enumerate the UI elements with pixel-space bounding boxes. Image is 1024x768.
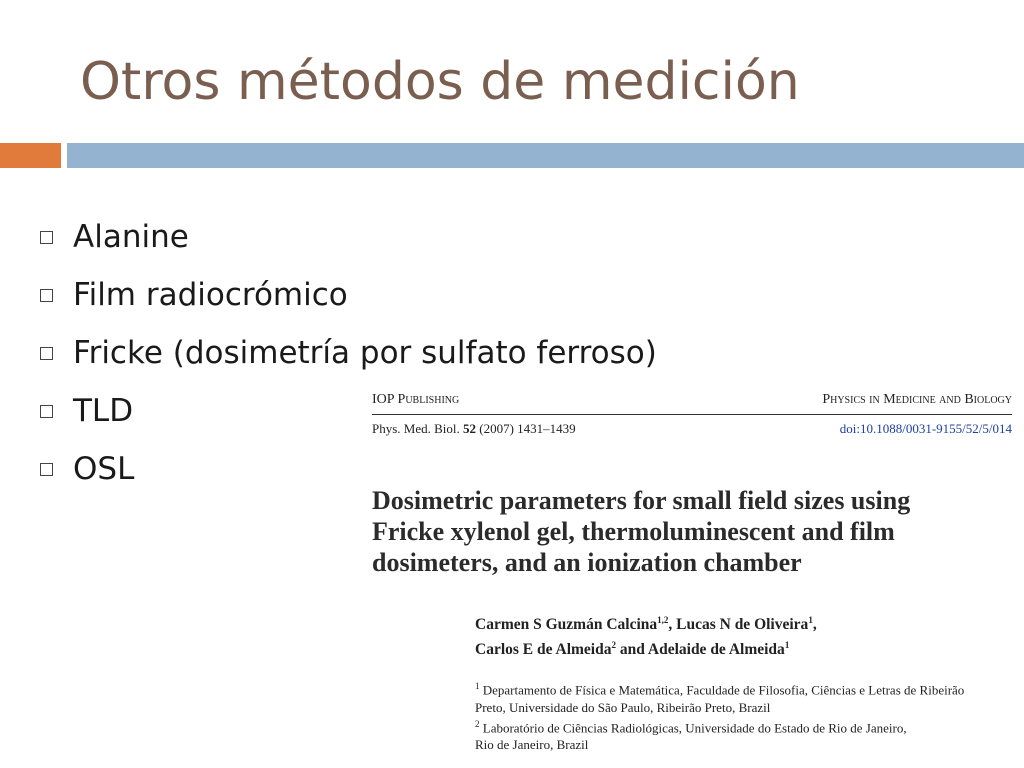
author-affil-sup: 1 [784,640,790,651]
author-name: Carmen S Guzmán Calcina [475,616,658,634]
author-name: Carlos E de Almeida [475,641,612,659]
author-affil-sup: 1,2 [657,615,669,625]
square-bullet-icon [40,289,53,302]
paper-title [372,485,1012,578]
list-item [40,266,657,324]
header-rule [372,414,1012,415]
author-affil-sup: 2 [611,640,616,651]
square-bullet-icon [40,231,53,244]
citation-row [372,421,1012,437]
affiliation-line [475,716,1012,736]
authors-line [475,635,1012,660]
author-name: , Lucas N de Oliveira [668,616,809,634]
affiliation-num: 2 [475,718,480,729]
paper-title-line: Dosimetric parameters for small field sizes using [372,486,911,515]
author-name: and Adelaide de Almeida [616,641,785,659]
list-item [40,324,657,382]
bullet-text: Fricke (dosimetría por sulfato ferroso) [73,335,657,371]
journal-name: Physics in Medicine and Biology [822,392,1012,407]
paper-header [372,392,1012,408]
affiliation-text: Preto, Universidade do São Paulo, Ribeirão Preto, Brazil [475,699,771,715]
square-bullet-icon [40,347,53,360]
doi-link[interactable]: doi:10.1088/0031-9155/52/5/014 [839,421,1012,436]
authors-line [475,610,1012,635]
square-bullet-icon [40,405,53,418]
author-separator: , [812,616,817,634]
affiliation-text: Laboratório de Ciências Radiológicas, Universidade do Estado de Rio de Janeiro, [479,719,907,735]
list-item [40,208,657,266]
slide-title: Otros métodos de medición [80,52,800,112]
citation-pages: (2007) 1431–1439 [476,421,576,436]
citation-volume: 52 [463,421,477,436]
accent-bar-blue [67,143,1024,168]
accent-bar-orange [0,143,61,168]
paper-title-line: Fricke xylenol gel, thermoluminescent and film [372,517,895,546]
paper-excerpt-image [372,392,1012,768]
publisher-name: IOP Publishing [372,392,460,407]
affiliation-text: Rio de Janeiro, Brazil [475,736,589,752]
square-bullet-icon [40,463,53,476]
affiliation-text: Departamento de Física e Matemática, Faculdade de Filosofia, Ciências e Letras de Ribeirão [479,682,965,698]
author-affil-sup: 1 [808,615,813,625]
bullet-text: Film radiocrómico [73,277,348,313]
paper-authors [475,610,1012,660]
paper-affiliations [475,678,1012,753]
affiliation-line [475,678,1012,698]
bullet-text: TLD [73,393,134,429]
bullet-text: OSL [73,451,135,487]
citation-journal: Phys. Med. Biol. [372,421,464,436]
bullet-text: Alanine [73,219,189,255]
affiliation-num: 1 [475,681,480,692]
citation [372,421,576,437]
paper-title-line: dosimeters, and an ionization chamber [372,548,802,577]
